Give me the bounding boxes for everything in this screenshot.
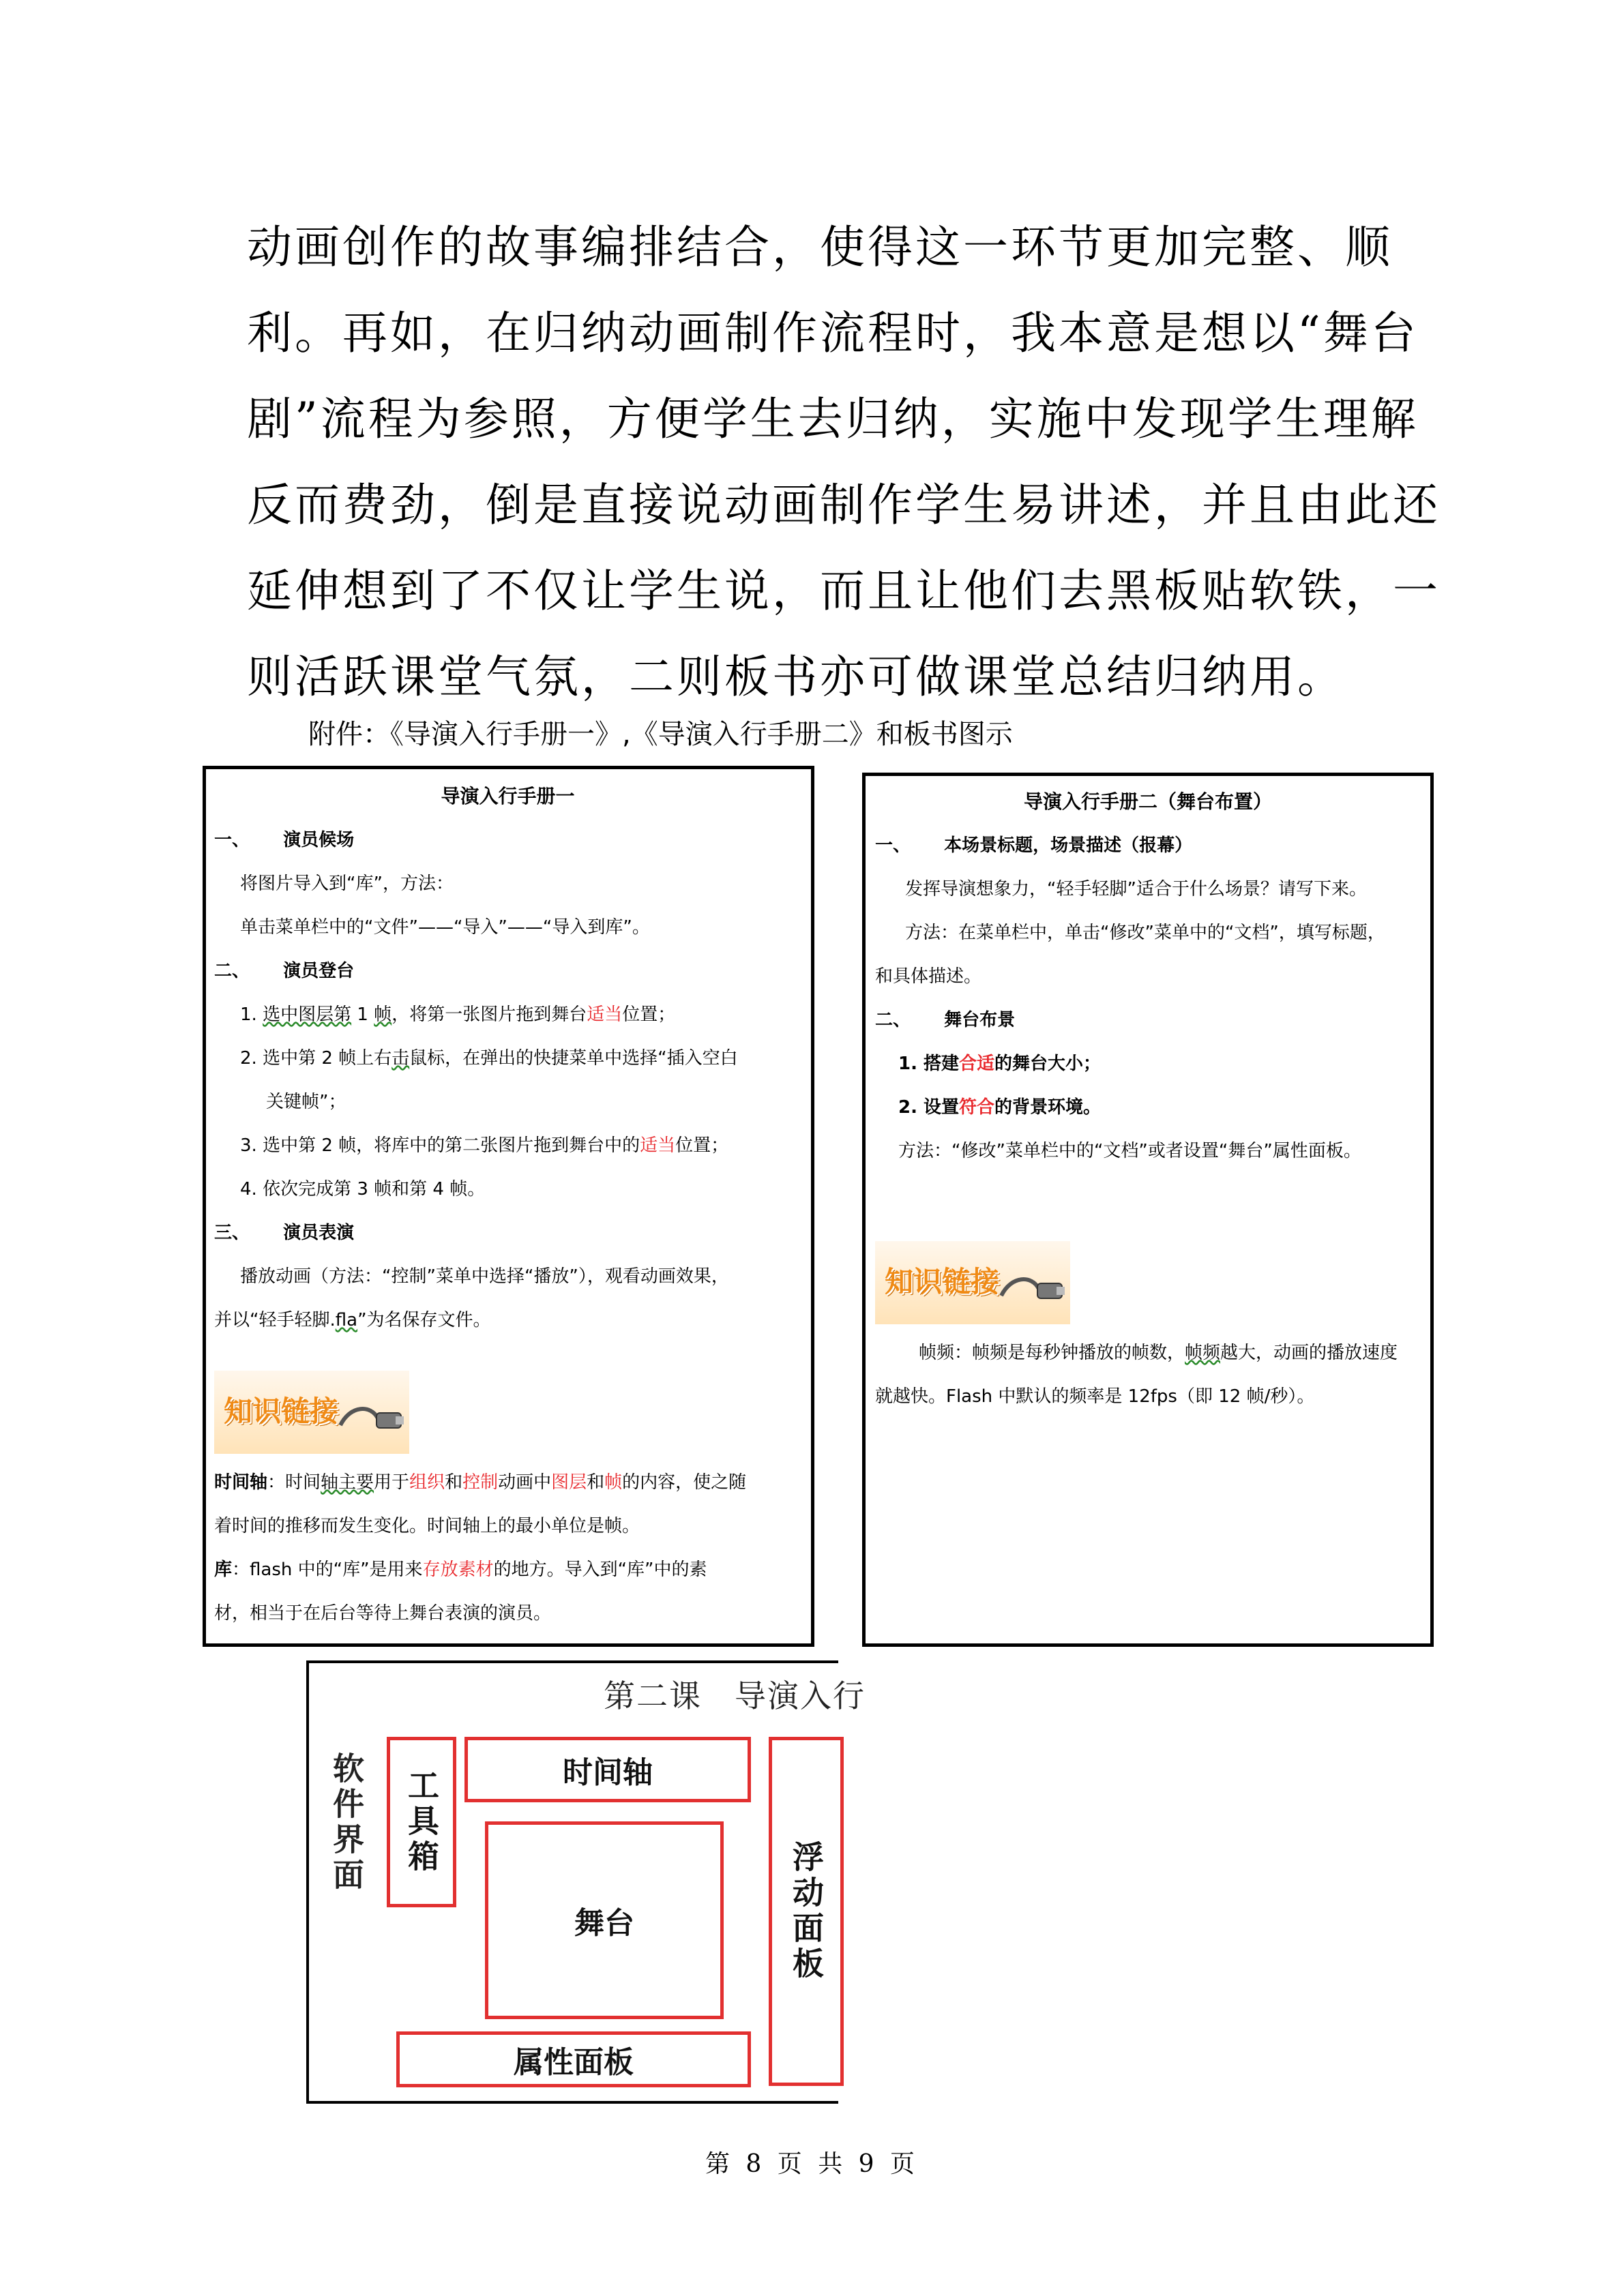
- section-heading: [214, 818, 801, 862]
- toolbox-label: 工具箱: [403, 1769, 440, 1875]
- paragraph-line: 反而费劲，倒是直接说动画制作学生易讲述，并且由此还: [247, 479, 1441, 531]
- item-text: 选中图层第: [263, 1004, 352, 1025]
- item-text: 帧频：帧频是每秒钟播放的帧数，: [919, 1343, 1185, 1363]
- item-text: 帧: [374, 1004, 392, 1025]
- text-line: [214, 1298, 801, 1342]
- handbook-one: [203, 766, 814, 1647]
- section-number: 一、: [875, 835, 911, 856]
- paragraph-line: 延伸想到了不仅让学生说，而且让他们去黑板贴软铁，一: [247, 565, 1441, 617]
- paragraph-line: 利。再如，在归纳动画制作流程时，我本意是想以“舞台: [247, 307, 1419, 359]
- library-definition: [214, 1548, 801, 1592]
- list-item: [214, 1124, 801, 1167]
- badge-label: 知识链接: [224, 1395, 339, 1428]
- body-paragraph: [247, 205, 1441, 720]
- item-text: 用于: [374, 1472, 410, 1493]
- item-text: 的背景环境。: [994, 1097, 1102, 1118]
- list-item: [875, 1086, 1421, 1129]
- stage-box: [485, 1821, 724, 2019]
- text-line: 着时间的推移而发生变化。时间轴上的最小单位是帧。: [214, 1516, 640, 1536]
- list-item-continued: 关键帧”；: [266, 1092, 346, 1112]
- list-item: [875, 1042, 1421, 1086]
- section-title: 本场景标题，场景描述（报幕）: [944, 835, 1193, 856]
- list-item: 4. 依次完成第 3 帧和第 4 帧。: [240, 1179, 486, 1199]
- section-title: 演员表演: [283, 1223, 355, 1243]
- handbook-two-title: 导演入行手册二（舞台布置）: [1023, 790, 1272, 813]
- handbook-two: [862, 773, 1434, 1647]
- section-number: 二、: [214, 961, 250, 981]
- text-line: 就越快。Flash 中默认的频率是 12fps（即 12 帧/秒）。: [875, 1386, 1315, 1407]
- item-text: 鼠标，在弹出的快捷菜单中选择“插入空白: [409, 1048, 738, 1069]
- item-text: ：时间: [267, 1472, 321, 1493]
- frame-rate-definition: [875, 1331, 1421, 1375]
- item-text: fla: [335, 1310, 358, 1330]
- item-text: ：flash 中的“库”是用来: [232, 1560, 423, 1580]
- knowledge-link-badge: [875, 1241, 1070, 1324]
- section-number: 二、: [875, 1010, 911, 1030]
- floating-panel-label: 浮动面板: [788, 1840, 825, 1982]
- text-line: 方法：“修改”菜单栏中的“文档”或者设置“舞台”属性面板。: [898, 1141, 1361, 1161]
- section-number: 三、: [214, 1223, 250, 1243]
- list-item: [214, 993, 801, 1037]
- knowledge-link-badge: [214, 1371, 409, 1454]
- paragraph-line: 则活跃课堂气氛，二则板书亦可做课堂总结归纳用。: [247, 651, 1345, 703]
- item-text: 轴主要: [321, 1472, 374, 1493]
- section-title: 演员候场: [283, 830, 355, 850]
- item-text: 动画中: [498, 1472, 552, 1493]
- item-text: 3. 选中第 2 帧，将库中的第二张图片拖到舞台中的: [240, 1135, 640, 1156]
- attachment-caption: 附件：《导演入行手册一》,《导演入行手册二》和板书图示: [308, 719, 1013, 750]
- blackboard-diagram: [306, 1660, 866, 2104]
- properties-panel-label: 属性面板: [514, 2045, 634, 2080]
- paragraph-line: 剧”流程为参照，方便学生去归纳，实施中发现学生理解: [247, 393, 1419, 445]
- section-heading: [875, 998, 1421, 1042]
- item-text: 1.: [240, 1004, 263, 1025]
- highlight-text: 符合: [959, 1097, 995, 1118]
- item-text: 的舞台大小；: [994, 1054, 1102, 1074]
- properties-panel-box: [396, 2031, 751, 2087]
- highlight-text: 帧: [604, 1472, 623, 1493]
- highlight-text: 适当: [587, 1004, 623, 1025]
- item-text: 的地方。导入到“库”中的素: [493, 1560, 707, 1580]
- cable-plug-icon: [337, 1398, 405, 1439]
- timeline-box: [464, 1737, 751, 1802]
- item-text: 1: [351, 1004, 374, 1025]
- item-text: 2. 设置: [898, 1097, 960, 1118]
- section-number: 一、: [214, 830, 250, 850]
- item-text: 1. 搭建: [898, 1054, 960, 1074]
- item-text: ”为名保存文件。: [357, 1310, 491, 1330]
- timeline-label: 时间轴: [563, 1755, 653, 1790]
- highlight-text: 适当: [640, 1135, 676, 1156]
- item-text: 的内容，使之随: [622, 1472, 747, 1493]
- item-text: 位置；: [622, 1004, 676, 1025]
- toolbox-box: [387, 1737, 456, 1907]
- highlight-text: 存放素材: [422, 1560, 494, 1580]
- item-text: ，将第一张图片拖到舞台: [392, 1004, 587, 1025]
- section-heading: [214, 949, 801, 993]
- highlight-text: 图层: [551, 1472, 587, 1493]
- text-line: 将图片导入到“库”，方法：: [240, 874, 454, 894]
- page-footer: 第 8 页 共 9 页: [705, 2150, 919, 2178]
- paragraph-line: 动画创作的故事编排结合，使得这一环节更加完整、顺: [247, 221, 1393, 273]
- highlight-text: 控制: [462, 1472, 499, 1493]
- term-label: 时间轴: [214, 1472, 268, 1493]
- item-text: 和: [445, 1472, 463, 1493]
- section-heading: [875, 824, 1421, 867]
- text-line: 和具体描述。: [875, 966, 982, 987]
- text-line: 单击菜单栏中的“文件”——“导入”——“导入到库”。: [240, 917, 650, 938]
- text-line: 方法：在菜单栏中，单击“修改”菜单中的“文档”，填写标题，: [905, 923, 1385, 943]
- software-interface-label: 软件界面: [328, 1752, 365, 1894]
- text-line: 发挥导演想象力，“轻手轻脚”适合于什么场景？请写下来。: [905, 879, 1367, 899]
- highlight-text: 组织: [409, 1472, 445, 1493]
- item-text: 击: [392, 1048, 410, 1069]
- item-text: 帧频: [1185, 1343, 1221, 1363]
- item-text: 和: [587, 1472, 605, 1493]
- cable-plug-icon: [998, 1268, 1066, 1309]
- timeline-definition: [214, 1461, 801, 1504]
- text-line: 材，相当于在后台等待上舞台表演的演员。: [214, 1603, 552, 1624]
- item-text: 2. 选中第 2 帧上右: [240, 1048, 392, 1069]
- section-title: 演员登台: [283, 961, 355, 981]
- stage-label: 舞台: [574, 1906, 634, 1941]
- term-label: 库: [214, 1560, 233, 1580]
- section-title: 舞台布景: [944, 1010, 1016, 1030]
- board-title: 第二课 导演入行: [604, 1678, 866, 1714]
- list-item: [214, 1037, 801, 1080]
- item-text: 位置；: [675, 1135, 729, 1156]
- item-text: 越大，动画的播放速度: [1220, 1343, 1398, 1363]
- highlight-text: 合适: [959, 1054, 995, 1074]
- item-text: 并以“轻手轻脚.: [214, 1310, 336, 1330]
- section-heading: [214, 1211, 801, 1255]
- text-line: 播放动画（方法：“控制”菜单中选择“播放”），观看动画效果，: [240, 1266, 729, 1287]
- badge-label: 知识链接: [885, 1265, 1000, 1298]
- floating-panel-box: [769, 1737, 844, 2086]
- handbook-one-title: 导演入行手册一: [441, 785, 575, 807]
